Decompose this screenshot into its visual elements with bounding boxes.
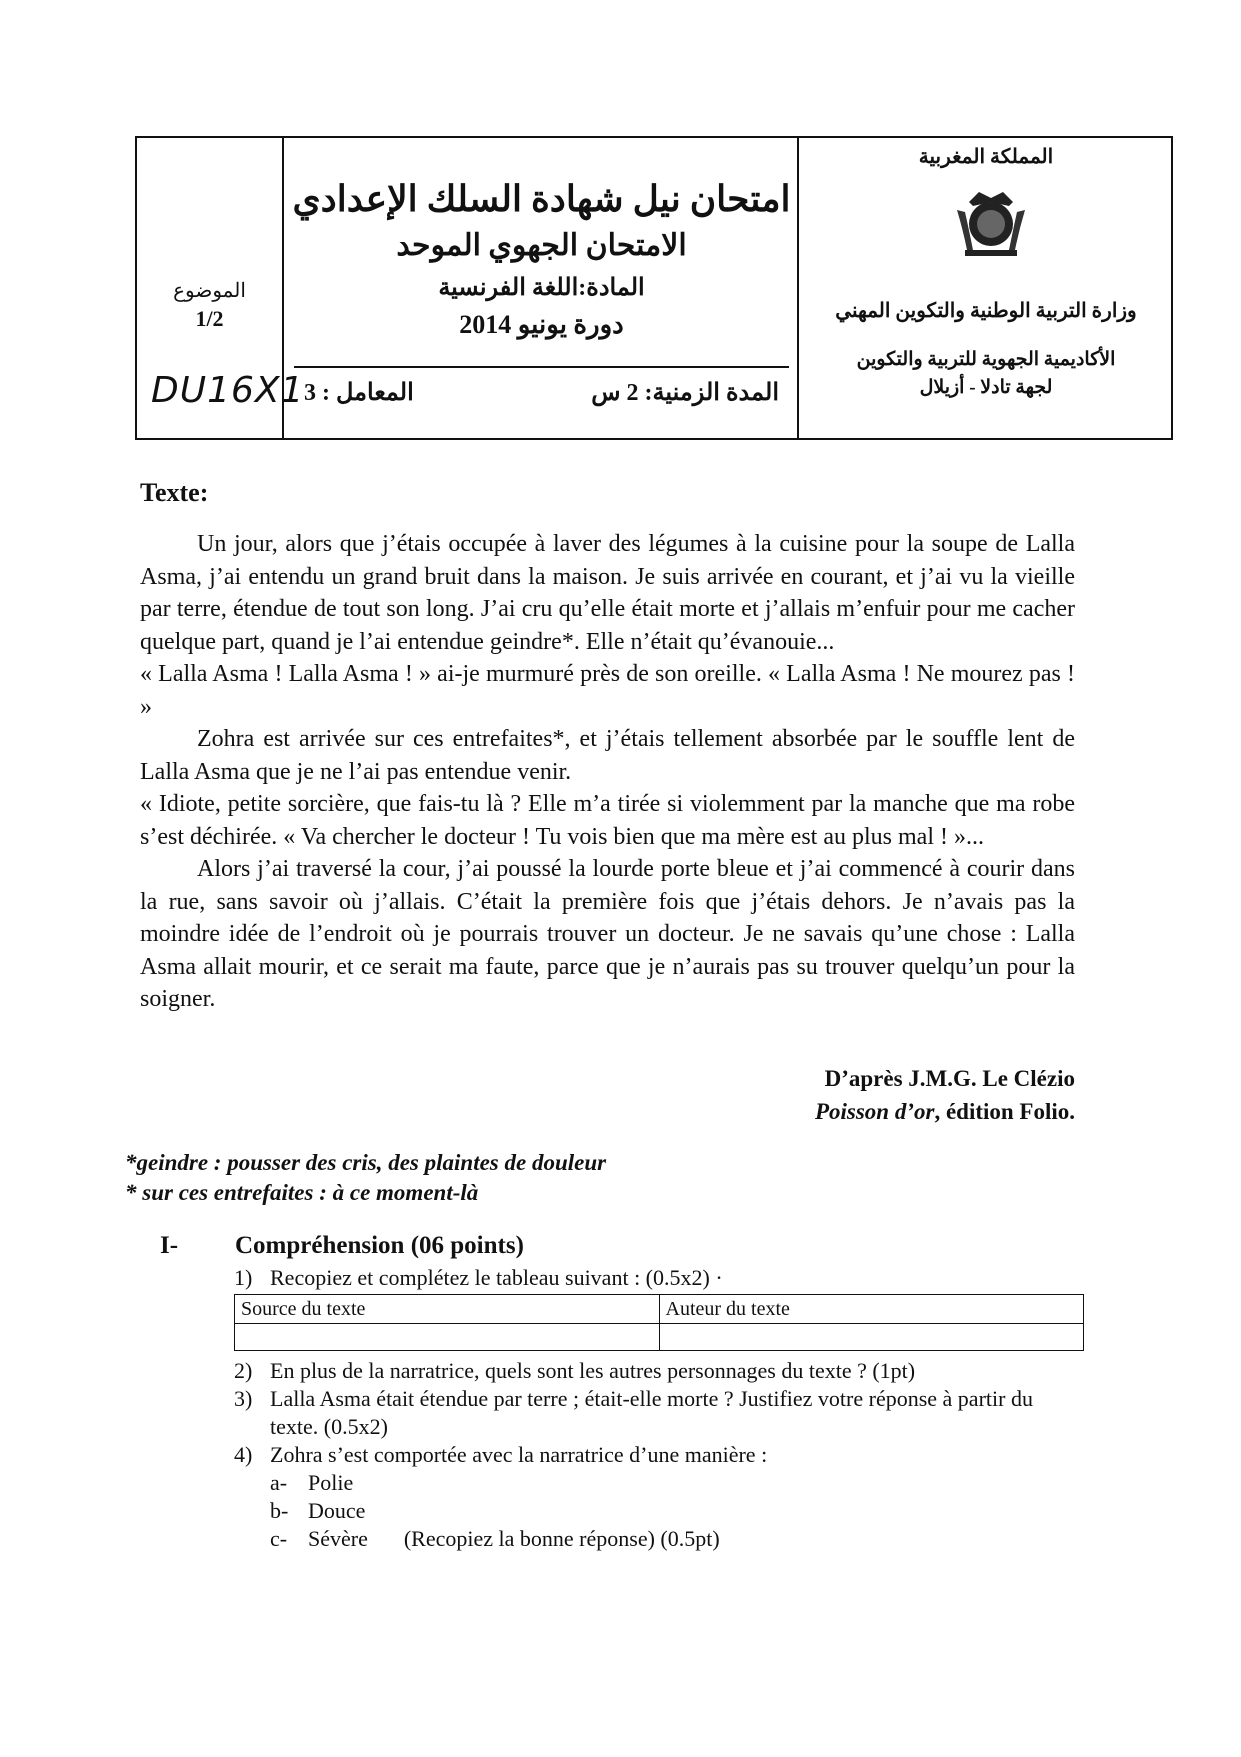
exam-header bbox=[135, 136, 1173, 440]
exam-session: دورة يونيو 2014 bbox=[459, 310, 624, 339]
exam-type: الامتحان الجهوي الموحد bbox=[396, 229, 687, 262]
ministry-name: وزارة التربية الوطنية والتكوين المهني bbox=[835, 300, 1137, 322]
glossary-note: *geindre : pousser des cris, des plaintes de douleur bbox=[125, 1150, 607, 1175]
option-item bbox=[234, 1469, 1084, 1497]
section-title: Compréhension (06 points) bbox=[235, 1232, 524, 1259]
option-text: Douce bbox=[308, 1498, 366, 1523]
exam-subject: المادة:اللغة الفرنسية bbox=[438, 275, 645, 301]
header-middle-column bbox=[284, 138, 799, 438]
question-number: 4) bbox=[234, 1442, 253, 1467]
table-cell-author[interactable] bbox=[659, 1324, 1084, 1351]
question-item bbox=[234, 1385, 1084, 1441]
kingdom-name: المملكة المغربية bbox=[918, 146, 1054, 168]
text-source bbox=[815, 1062, 1075, 1128]
question-text: En plus de la narratrice, quels sont les autres personnages du texte ? (1pt) bbox=[270, 1358, 916, 1383]
glossary-notes bbox=[125, 1148, 606, 1208]
paragraph: « Lalla Asma ! Lalla Asma ! » ai-je murmuré près de son oreille. « Lalla Asma ! Ne mourez pas ! » bbox=[140, 661, 1075, 720]
handwritten-code: DU16X1 bbox=[151, 370, 305, 411]
paragraph: Alors j’ai traversé la cour, j’ai poussé la lourde porte bleue et j’ai commencé à courir dans la rue, sans savoir où j’allais. C’était la première fois que j’étais dehors. Je n’avais pas la moindre idée de l’endroit où je pourrais trouver un docteur. Je ne savais qu’une chose : Lalla Asma allait mourir, et ce serait ma faute, parce que je n’aurais pas su trouver quelqu’un pour la soigner. bbox=[140, 856, 1075, 1012]
comprehension-heading bbox=[160, 1232, 524, 1260]
exam-title: امتحان نيل شهادة السلك الإعدادي bbox=[292, 179, 791, 219]
question-text: Zohra s’est comportée avec la narratrice d’une manière : bbox=[270, 1442, 768, 1467]
text-heading: Texte: bbox=[140, 478, 209, 507]
reading-passage bbox=[140, 528, 1075, 1016]
coat-of-arms-icon bbox=[951, 180, 1031, 260]
option-text: Polie bbox=[308, 1470, 354, 1495]
question-number: 1) bbox=[234, 1265, 253, 1290]
table-cell-source[interactable] bbox=[235, 1324, 660, 1351]
header-right-column bbox=[799, 138, 1173, 438]
question-text: Lalla Asma était étendue par terre ; était-elle morte ? Justifiez votre réponse à partir du texte. (0.5x2) bbox=[270, 1386, 1033, 1439]
question-item bbox=[234, 1264, 1084, 1292]
option-letter: b- bbox=[270, 1498, 289, 1523]
page-number: 1/2 bbox=[195, 306, 224, 331]
question-item bbox=[234, 1357, 1084, 1385]
paragraph: Zohra est arrivée sur ces entrefaites*, et j’étais tellement absorbée par le souffle lent de Lalla Asma que je ne l’ai pas entendue venir. bbox=[140, 726, 1075, 785]
source-book: Poisson d’or bbox=[814, 1099, 935, 1124]
source-edition: , édition Folio. bbox=[934, 1099, 1075, 1124]
question-number: 2) bbox=[234, 1358, 253, 1383]
duration-coefficient-row bbox=[304, 378, 779, 407]
question-list bbox=[234, 1264, 1084, 1553]
question-number: 3) bbox=[234, 1386, 253, 1411]
academy-region: لجهة تادلا - أزيلال bbox=[919, 377, 1053, 398]
exam-coefficient: المعامل : 3 bbox=[304, 380, 414, 406]
question-item bbox=[234, 1441, 1084, 1469]
option-letter: c- bbox=[270, 1526, 288, 1551]
table-header-author: Auteur du texte bbox=[659, 1295, 1084, 1324]
option-letter: a- bbox=[270, 1470, 288, 1495]
glossary-note: * sur ces entrefaites : à ce moment-là bbox=[125, 1180, 479, 1205]
header-divider bbox=[294, 366, 789, 368]
header-left-column bbox=[137, 138, 305, 438]
paragraph: « Idiote, petite sorcière, que fais-tu là ? Elle m’a tirée si violemment par la manche que ma robe s’est déchirée. « Va chercher le docteur ! Tu vois bien que ma mère est au plus mal ! »... bbox=[140, 791, 1075, 850]
question-text: Recopiez et complétez le tableau suivant : (0.5x2) · bbox=[270, 1265, 723, 1290]
table-row bbox=[235, 1324, 1084, 1351]
option-item bbox=[234, 1525, 1084, 1553]
section-number: I- bbox=[160, 1232, 179, 1259]
source-book-line bbox=[815, 1095, 1075, 1128]
exam-duration: المدة الزمنية: 2 س bbox=[591, 380, 779, 406]
answer-table bbox=[234, 1294, 1084, 1351]
option-text: Sévère bbox=[308, 1526, 368, 1551]
table-header-row bbox=[235, 1295, 1084, 1324]
subject-label: الموضوع bbox=[173, 280, 246, 302]
option-instruction: (Recopiez la bonne réponse) (0.5pt) bbox=[403, 1526, 720, 1551]
table-header-source: Source du texte bbox=[235, 1295, 660, 1324]
paragraph: Un jour, alors que j’étais occupée à laver des légumes à la cuisine pour la soupe de Lalla Asma, j’ai entendu un grand bruit dans la maison. Je suis arrivée en courant, et j’ai vu la vieille par terre, étendue de tout son long. J’ai cru qu’elle était morte et j’allais m’enfuir pour me cacher quelque part, quand je l’ai entendue geindre*. Elle n’était qu’évanouie... bbox=[140, 531, 1075, 655]
source-author: D’après J.M.G. Le Clézio bbox=[824, 1066, 1075, 1091]
academy-name: الأكاديمية الجهوية للتربية والتكوين bbox=[856, 349, 1116, 370]
option-item bbox=[234, 1497, 1084, 1525]
